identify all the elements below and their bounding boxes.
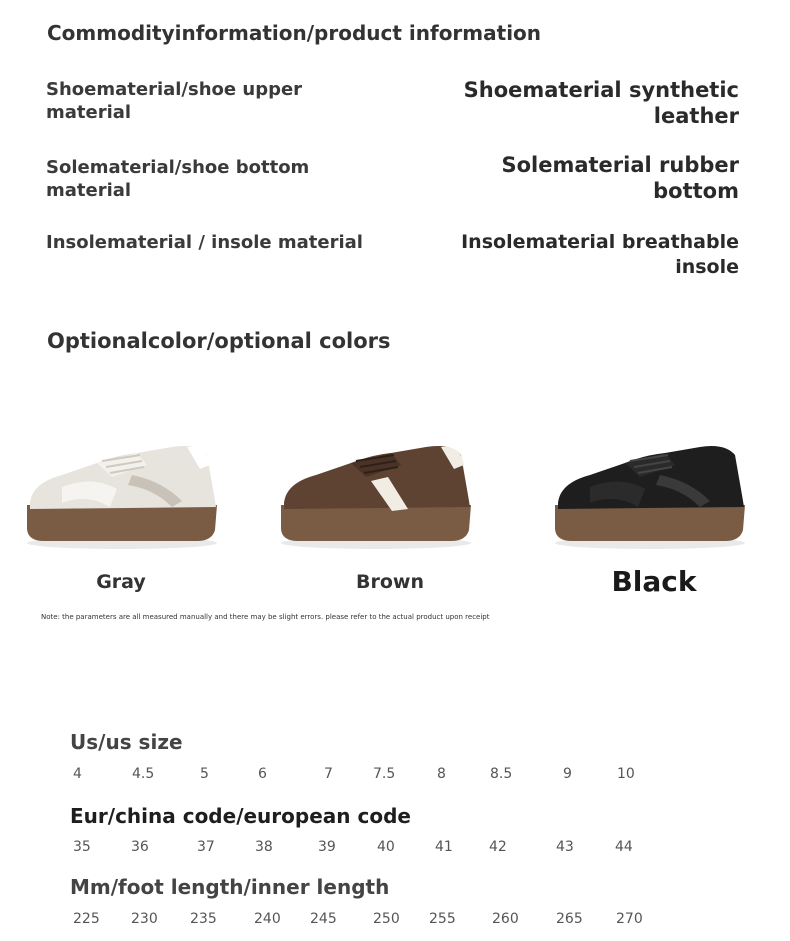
color-label-brown: Brown <box>356 571 424 593</box>
us-size-title: Us/us size <box>70 730 183 754</box>
size-cell: 230 <box>131 911 158 927</box>
eur-size-row <box>0 839 790 859</box>
size-cell: 265 <box>556 911 583 927</box>
black-shoe-image <box>550 425 750 555</box>
size-cell: 40 <box>377 839 395 855</box>
size-cell: 235 <box>190 911 217 927</box>
upper-material-value-line1: Shoematerial synthetic <box>463 78 739 102</box>
insole-material-value-line1: Insolematerial breathable <box>461 231 739 253</box>
size-cell: 270 <box>616 911 643 927</box>
size-cell: 10 <box>617 766 635 782</box>
eur-size-title: Eur/china code/european code <box>70 804 411 828</box>
sole-material-value-line2: bottom <box>653 179 739 203</box>
upper-material-value-line2: leather <box>653 104 739 128</box>
sole-material-value <box>409 152 739 204</box>
size-cell: 37 <box>197 839 215 855</box>
color-label-black: Black <box>611 565 697 598</box>
size-cell: 4 <box>73 766 82 782</box>
sole-material-value-line1: Solematerial rubber <box>501 153 739 177</box>
measurement-note: Note: the parameters are all measured manually and there may be slight errors. please refer to the actual product upon receipt <box>41 613 490 621</box>
size-cell: 8 <box>437 766 446 782</box>
size-cell: 9 <box>563 766 572 782</box>
size-cell: 225 <box>73 911 100 927</box>
size-cell: 260 <box>492 911 519 927</box>
size-cell: 5 <box>200 766 209 782</box>
size-cell: 36 <box>131 839 149 855</box>
product-info-heading: Commodityinformation/product information <box>47 21 542 45</box>
mm-size-row <box>0 911 790 931</box>
size-cell: 245 <box>310 911 337 927</box>
size-cell: 43 <box>556 839 574 855</box>
size-cell: 42 <box>489 839 507 855</box>
size-cell: 255 <box>429 911 456 927</box>
insole-material-label: Insolematerial / insole material <box>46 232 363 253</box>
upper-material-label: Shoematerial/shoe upper material <box>46 79 303 123</box>
size-cell: 44 <box>615 839 633 855</box>
size-cell: 4.5 <box>132 766 155 782</box>
insole-material-value-line2: insole <box>675 256 739 278</box>
gray-shoe-image <box>22 425 222 555</box>
us-size-row <box>0 766 790 786</box>
mm-size-title: Mm/foot length/inner length <box>70 875 390 899</box>
brown-shoe-image <box>276 425 476 555</box>
size-cell: 39 <box>318 839 336 855</box>
sole-material-label: Solematerial/shoe bottom material <box>46 157 310 201</box>
size-cell: 7.5 <box>373 766 396 782</box>
size-cell: 6 <box>258 766 267 782</box>
optional-colors-heading: Optionalcolor/optional colors <box>47 329 391 353</box>
size-cell: 250 <box>373 911 400 927</box>
color-label-gray: Gray <box>96 571 146 593</box>
size-cell: 35 <box>73 839 91 855</box>
size-cell: 7 <box>324 766 333 782</box>
size-cell: 41 <box>435 839 453 855</box>
size-cell: 38 <box>255 839 273 855</box>
size-cell: 240 <box>254 911 281 927</box>
insole-material-value <box>409 230 739 280</box>
upper-material-value <box>409 77 739 129</box>
size-cell: 8.5 <box>490 766 513 782</box>
